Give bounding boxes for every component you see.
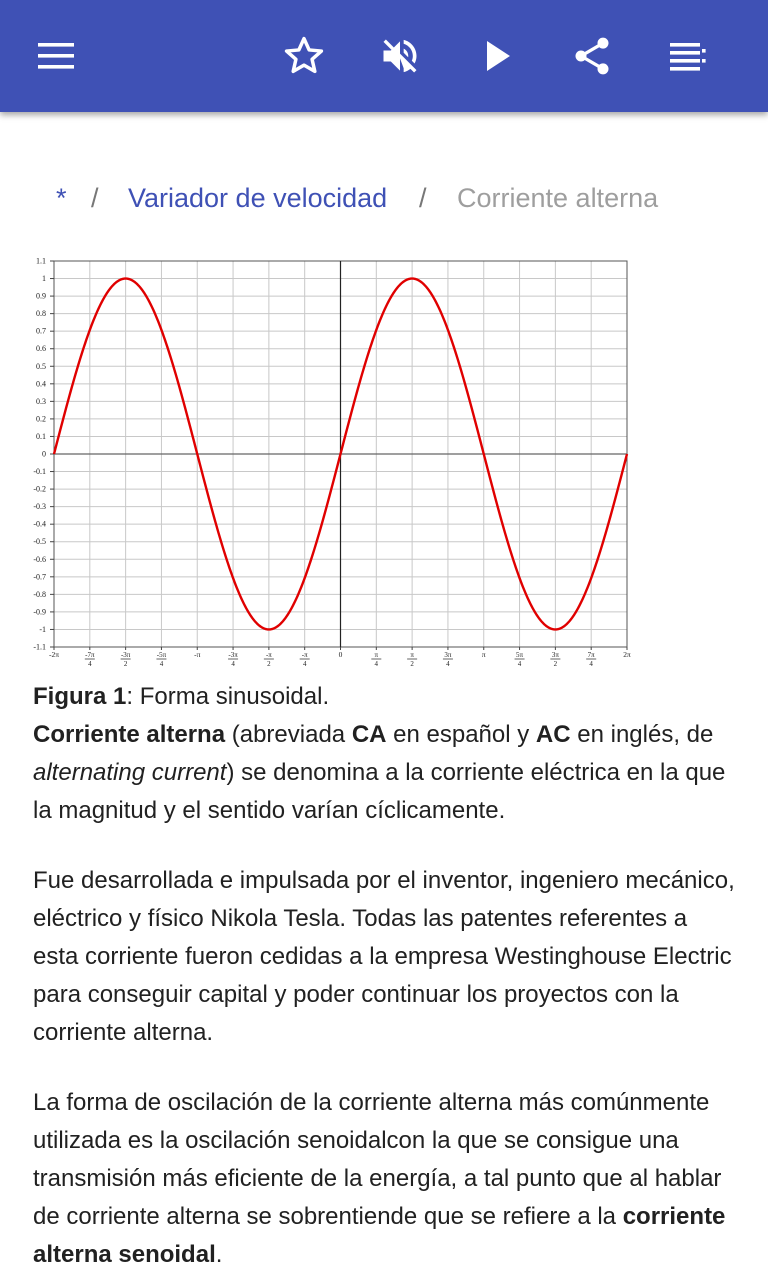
y-tick-label: 0.5 [36, 361, 46, 371]
y-tick-label: 0.1 [36, 431, 46, 441]
paragraph-2: Fue desarrollada e impulsada por el inventor, ingeniero mecánico, eléctrico y físico Nikola Tesla. Todas las patentes referentes a esta corriente fueron cedidas a la empresa Westinghouse Electric para conseguir capital y poder continuar los proyectos con la corriente alterna. [33, 867, 735, 1046]
x-tick-label-numerator: -3π [228, 651, 238, 659]
paragraph-3 [33, 1084, 739, 1274]
x-tick-label: -2π [48, 650, 60, 659]
y-tick-label: -0.2 [33, 484, 46, 494]
playlist-icon [668, 41, 708, 71]
share-icon [570, 34, 614, 78]
x-tick-label-numerator: 3π [551, 651, 559, 659]
y-tick-label: -0.9 [33, 607, 46, 617]
mute-button[interactable] [372, 28, 428, 84]
text-run: en español y [386, 721, 536, 748]
x-tick-label-numerator: π [374, 651, 379, 659]
x-tick-label-numerator: 3π [444, 651, 452, 659]
play-button[interactable] [470, 28, 526, 84]
y-tick-label: -0.4 [33, 519, 46, 529]
y-tick-label: -0.1 [33, 467, 46, 477]
text-run: en inglés, de [570, 721, 714, 748]
y-tick-label: 0.8 [36, 309, 46, 319]
paragraph-1 [33, 716, 739, 830]
x-tick-label-denominator: 4 [159, 660, 164, 668]
y-tick-label: 1.1 [36, 256, 46, 266]
text-run: . [215, 1241, 223, 1268]
menu-button[interactable] [28, 28, 84, 84]
x-tick-label-numerator: π [410, 651, 414, 659]
text-run: (abreviada [225, 721, 352, 748]
x-tick-label-denominator: 4 [231, 660, 235, 668]
term-corriente-alterna-senoidal: corriente alterna senoidal [33, 1203, 726, 1268]
breadcrumb-separator: / [91, 183, 99, 213]
breadcrumb-home-link[interactable]: * [56, 183, 67, 213]
article-content [33, 678, 739, 1274]
y-tick-label: -1 [39, 624, 46, 634]
x-tick-label-denominator: 4 [517, 660, 522, 668]
y-tick-label: 0.9 [36, 291, 46, 301]
x-tick-label-denominator: 2 [267, 660, 271, 668]
sine-wave-figure [26, 252, 638, 672]
favorite-button[interactable] [276, 28, 332, 84]
x-tick-label-numerator: -π [301, 651, 308, 659]
x-tick-label: -π [194, 650, 201, 659]
volume-off-icon [378, 34, 422, 78]
figure-caption [33, 678, 739, 716]
y-tick-label: 0 [42, 449, 46, 459]
play-icon [483, 39, 513, 73]
x-tick-label: 0 [338, 650, 343, 659]
y-tick-label: -1.1 [33, 642, 46, 652]
y-tick-label: 0.4 [36, 379, 46, 389]
breadcrumb-separator: / [419, 183, 427, 213]
x-tick-label: 2π [623, 650, 631, 659]
x-tick-label-denominator: 4 [302, 660, 307, 668]
x-tick-label-denominator: 2 [123, 660, 128, 668]
text-run: La forma de oscilación de la corriente alterna más comúnmente utilizada es la oscilación senoidalcon la que se consigue una transmisión más eficiente de la energía, a tal punto que al hablar de corriente alterna se sobrentiende que se refiere a la [33, 1089, 722, 1230]
abbr-ac: AC [535, 721, 571, 748]
y-tick-label: 0.3 [36, 396, 46, 406]
x-tick-label-numerator: 5π [516, 651, 524, 659]
x-tick-label-numerator: 7π [587, 651, 595, 659]
y-tick-label: -0.7 [33, 572, 46, 582]
x-tick-label-numerator: -7π [85, 651, 95, 659]
breadcrumb [0, 178, 768, 222]
y-tick-label: -0.8 [33, 589, 46, 599]
english-term: alternating current [33, 759, 227, 786]
breadcrumb-current: Corriente alterna [457, 183, 659, 213]
y-tick-label: 1 [42, 274, 46, 284]
share-button[interactable] [564, 28, 620, 84]
y-tick-label: -0.6 [33, 554, 46, 564]
caption-text: : Forma sinusoidal. [126, 683, 330, 710]
abbr-ca: CA [351, 721, 387, 748]
x-tick-label-numerator: -3π [120, 651, 131, 659]
caption-label: Figura 1 [33, 683, 127, 710]
x-tick-label-denominator: 4 [88, 660, 92, 668]
star-outline-icon [282, 34, 326, 78]
x-tick-label-denominator: 4 [446, 660, 450, 668]
breadcrumb-parent-link[interactable]: Variador de velocidad [128, 183, 388, 213]
x-tick-label-numerator: -5π [156, 651, 167, 659]
x-tick-label-numerator: -π [265, 651, 272, 659]
playlist-button[interactable] [660, 28, 716, 84]
sine-wave-chart [26, 252, 638, 672]
hamburger-menu-icon [36, 41, 76, 71]
y-tick-label: 0.6 [36, 344, 46, 354]
y-tick-label: -0.3 [33, 502, 46, 512]
x-tick-label-denominator: 4 [589, 660, 593, 668]
app-toolbar [0, 0, 768, 112]
x-tick-label-denominator: 2 [553, 660, 558, 668]
text-run: ) se denomina a la corriente eléctrica en la que la magnitud y el sentido varían cíclicamente. [33, 759, 726, 824]
x-tick-label: π [481, 650, 486, 659]
y-tick-label: -0.5 [33, 537, 46, 547]
y-tick-label: 0.7 [36, 326, 46, 336]
term-corriente-alterna: Corriente alterna [33, 721, 226, 748]
x-tick-label-denominator: 4 [374, 660, 379, 668]
y-tick-label: 0.2 [36, 414, 46, 424]
x-tick-label-denominator: 2 [410, 660, 414, 668]
